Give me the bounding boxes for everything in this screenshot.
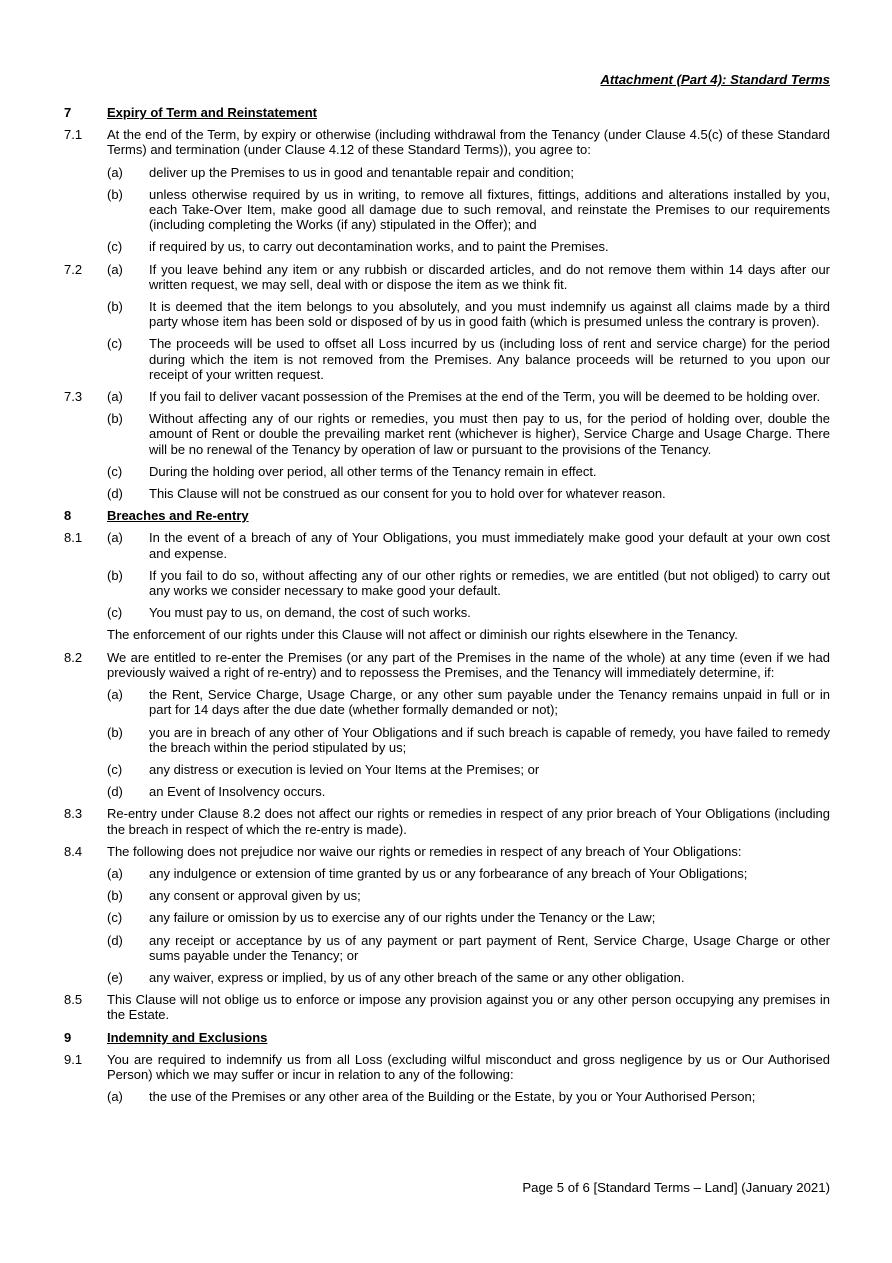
clause-item bbox=[64, 486, 830, 501]
item-letter: (a) bbox=[107, 164, 123, 180]
document-body bbox=[64, 105, 830, 1111]
section-heading bbox=[64, 105, 830, 120]
section-heading bbox=[64, 508, 830, 523]
clause-number bbox=[64, 784, 107, 799]
section-heading-text: Indemnity and Exclusions bbox=[107, 1029, 268, 1045]
clause-text: You must pay to us, on demand, the cost of such works. bbox=[149, 605, 471, 621]
clause-paragraph bbox=[64, 1052, 830, 1082]
clause-paragraph bbox=[64, 992, 830, 1022]
clause-number bbox=[64, 464, 107, 479]
clause-number bbox=[64, 239, 107, 254]
clause-number bbox=[64, 910, 107, 925]
item-letter: (b) bbox=[107, 567, 123, 583]
item-letter: (d) bbox=[107, 784, 123, 800]
clause-text: During the holding over period, all other terms of the Tenancy remain in effect. bbox=[149, 463, 597, 479]
clause-number: 7 bbox=[64, 105, 72, 120]
clause-item bbox=[64, 464, 830, 479]
clause-number bbox=[64, 933, 107, 963]
clause-number bbox=[64, 568, 107, 598]
clause-item bbox=[64, 389, 830, 404]
clause-item bbox=[64, 784, 830, 799]
clause-number: 7.2 bbox=[64, 261, 83, 277]
section-heading bbox=[64, 1030, 830, 1045]
clause-number bbox=[64, 299, 107, 329]
item-letter: (a) bbox=[107, 1089, 123, 1105]
clause-item bbox=[64, 568, 830, 598]
clause-item bbox=[64, 239, 830, 254]
clause-item bbox=[64, 762, 830, 777]
item-letter: (b) bbox=[107, 299, 123, 315]
clause-text: This Clause will not be construed as our consent for you to hold over for whatever reason. bbox=[149, 486, 666, 502]
item-letter: (a) bbox=[107, 389, 123, 405]
clause-item bbox=[64, 888, 830, 903]
clause-item bbox=[64, 933, 830, 963]
clause-item bbox=[64, 336, 830, 382]
item-letter: (a) bbox=[107, 687, 123, 703]
clause-text: any distress or execution is levied on Your Items at the Premises; or bbox=[149, 761, 540, 777]
item-letter: (b) bbox=[107, 186, 123, 202]
clause-number: 8.1 bbox=[64, 530, 83, 546]
clause-item bbox=[64, 1089, 830, 1104]
clause-item bbox=[64, 187, 830, 233]
clause-text: This Clause will not oblige us to enforce or impose any provision against you or any other person occupying any premises in the Estate. bbox=[107, 992, 830, 1023]
clause-paragraph bbox=[64, 806, 830, 836]
clause-text: any failure or omission by us to exercise any of our rights under the Tenancy or the Law; bbox=[149, 910, 656, 926]
item-letter: (c) bbox=[107, 336, 123, 352]
clause-number: 7.3 bbox=[64, 389, 83, 405]
clause-text: The proceeds will be used to offset all Loss incurred by us (including loss of rent and service charge) for the period during which the item is not removed from the Premises. Any balance proceeds will be returned to you upon our receipt of your written request. bbox=[149, 336, 830, 382]
clause-text: The following does not prejudice nor waive our rights or remedies in respect of any breach of Your Obligations: bbox=[107, 843, 742, 859]
clause-text: deliver up the Premises to us in good and tenantable repair and condition; bbox=[149, 164, 574, 180]
clause-number bbox=[64, 1089, 107, 1104]
clause-text: In the event of a breach of any of Your Obligations, you must immediately make good your default at your own cost and expense. bbox=[149, 530, 830, 561]
clause-text: You are required to indemnify us from all Loss (excluding wilful misconduct and gross negligence by us or Our Authorised Person) which we may suffer or incur in relation to any of the following: bbox=[107, 1051, 830, 1082]
clause-number bbox=[64, 627, 107, 642]
section-heading-text: Breaches and Re-entry bbox=[107, 508, 249, 524]
clause-text: Without affecting any of our rights or remedies, you must then pay to us, for the period of holding over, double the amount of Rent or double the prevailing market rent (whichever is higher), Service Charge and Usage Charge. There will be no renewal of the Tenancy by operation of law or pursuant to the provisions of the Tenancy. bbox=[149, 411, 830, 457]
item-letter: (c) bbox=[107, 605, 123, 621]
clause-number: 9.1 bbox=[64, 1051, 83, 1067]
clause-text: you are in breach of any other of Your Obligations and if such breach is capable of remedy, you have failed to remedy the breach within the period stipulated by us; bbox=[149, 724, 830, 755]
clause-text: the Rent, Service Charge, Usage Charge, or any other sum payable under the Tenancy remains unpaid in full or in part for 14 days after the due date (whether formally demanded or not); bbox=[149, 687, 830, 718]
clause-paragraph bbox=[64, 127, 830, 157]
item-letter: (b) bbox=[107, 411, 123, 427]
clause-number bbox=[64, 888, 107, 903]
item-letter: (d) bbox=[107, 932, 123, 948]
clause-number: 8 bbox=[64, 508, 72, 524]
clause-item bbox=[64, 530, 830, 560]
clause-text: any indulgence or extension of time granted by us or any forbearance of any breach of Your Obligations; bbox=[149, 865, 748, 881]
item-letter: (c) bbox=[107, 239, 123, 255]
clause-item bbox=[64, 866, 830, 881]
clause-number bbox=[64, 866, 107, 881]
clause-paragraph bbox=[64, 650, 830, 680]
clause-text: If you leave behind any item or any rubbish or discarded articles, and do not remove them within 14 days after our written request, we may sell, deal with or dispose the item as we think fit. bbox=[149, 261, 830, 292]
clause-number bbox=[64, 970, 107, 985]
clause-number: 8.2 bbox=[64, 649, 83, 665]
clause-item bbox=[64, 725, 830, 755]
clause-number bbox=[64, 725, 107, 755]
clause-paragraph bbox=[64, 627, 830, 642]
clause-number bbox=[64, 762, 107, 777]
clause-number: 8.3 bbox=[64, 806, 83, 822]
clause-number bbox=[64, 187, 107, 233]
clause-item bbox=[64, 687, 830, 717]
clause-number bbox=[64, 486, 107, 501]
item-letter: (e) bbox=[107, 969, 123, 985]
item-letter: (a) bbox=[107, 261, 123, 277]
clause-text: The enforcement of our rights under this Clause will not affect or diminish our rights elsewhere in the Tenancy. bbox=[107, 627, 738, 643]
clause-number bbox=[64, 165, 107, 180]
clause-text: any receipt or acceptance by us of any payment or part payment of Rent, Service Charge, Usage Charge or other sums payable under the Tenancy; or bbox=[149, 932, 830, 963]
item-letter: (c) bbox=[107, 761, 123, 777]
clause-text: We are entitled to re-enter the Premises (or any part of the Premises in the name of the whole) at any time (even if we had previously waived a right of re-entry) and to repossess the Premises, and the Tenancy will immediately determine, if: bbox=[107, 649, 830, 680]
clause-item bbox=[64, 910, 830, 925]
clause-item bbox=[64, 605, 830, 620]
clause-item bbox=[64, 411, 830, 457]
clause-number: 7.1 bbox=[64, 127, 83, 143]
clause-text: If you fail to do so, without affecting any of our other rights or remedies, we are entitled (but not obliged) to carry out any works we consider necessary to make good your default. bbox=[149, 567, 830, 599]
section-heading-text: Expiry of Term and Reinstatement bbox=[107, 105, 317, 120]
clause-text: any consent or approval given by us; bbox=[149, 888, 361, 904]
clause-text: any waiver, express or implied, by us of any other breach of the same or any other obligation. bbox=[149, 969, 685, 985]
item-letter: (b) bbox=[107, 888, 123, 904]
clause-text: unless otherwise required by us in writing, to remove all fixtures, fittings, additions and alterations installed by you, each Take-Over Item, make good all damage due to such removal, and reinstate the Premises to our requirements (including completing the Works (if any) stipulated in the Offer); and bbox=[149, 186, 830, 233]
clause-text: the use of the Premises or any other area of the Building or the Estate, by you or Your Authorised Person; bbox=[149, 1089, 756, 1105]
clause-item bbox=[64, 970, 830, 985]
page-footer: Page 5 of 6 [Standard Terms – Land] (January 2021) bbox=[522, 1180, 830, 1195]
clause-number: 8.5 bbox=[64, 992, 83, 1008]
clause-text: an Event of Insolvency occurs. bbox=[149, 784, 326, 800]
clause-number bbox=[64, 687, 107, 717]
clause-number bbox=[64, 605, 107, 620]
clause-item bbox=[64, 165, 830, 180]
clause-text: if required by us, to carry out decontamination works, and to paint the Premises. bbox=[149, 239, 609, 255]
clause-item bbox=[64, 262, 830, 292]
clause-item bbox=[64, 299, 830, 329]
item-letter: (c) bbox=[107, 463, 123, 479]
clause-paragraph bbox=[64, 844, 830, 859]
clause-text: Re-entry under Clause 8.2 does not affect our rights or remedies in respect of any prior breach of Your Obligations (including the breach in respect of which the re-entry is made). bbox=[107, 806, 830, 837]
item-letter: (a) bbox=[107, 865, 123, 881]
clause-text: At the end of the Term, by expiry or otherwise (including withdrawal from the Tenancy (under Clause 4.5(c) of these Standard Terms) and termination (under Clause 4.12 of these Standard Terms)), you agree to: bbox=[107, 127, 830, 158]
clause-number bbox=[64, 411, 107, 457]
item-letter: (b) bbox=[107, 724, 123, 740]
item-letter: (a) bbox=[107, 530, 123, 546]
clause-text: If you fail to deliver vacant possession of the Premises at the end of the Term, you will be deemed to be holding over. bbox=[149, 389, 821, 405]
clause-number: 9 bbox=[64, 1029, 72, 1045]
item-letter: (d) bbox=[107, 486, 123, 502]
item-letter: (c) bbox=[107, 910, 123, 926]
clause-text: It is deemed that the item belongs to you absolutely, and you must indemnify us against all claims made by a third party whose item has been sold or disposed of by us in good faith (which is presumed unless the contrary is proven). bbox=[149, 299, 830, 330]
clause-number bbox=[64, 336, 107, 382]
clause-number: 8.4 bbox=[64, 843, 83, 859]
page-header-title: Attachment (Part 4): Standard Terms bbox=[600, 72, 830, 87]
